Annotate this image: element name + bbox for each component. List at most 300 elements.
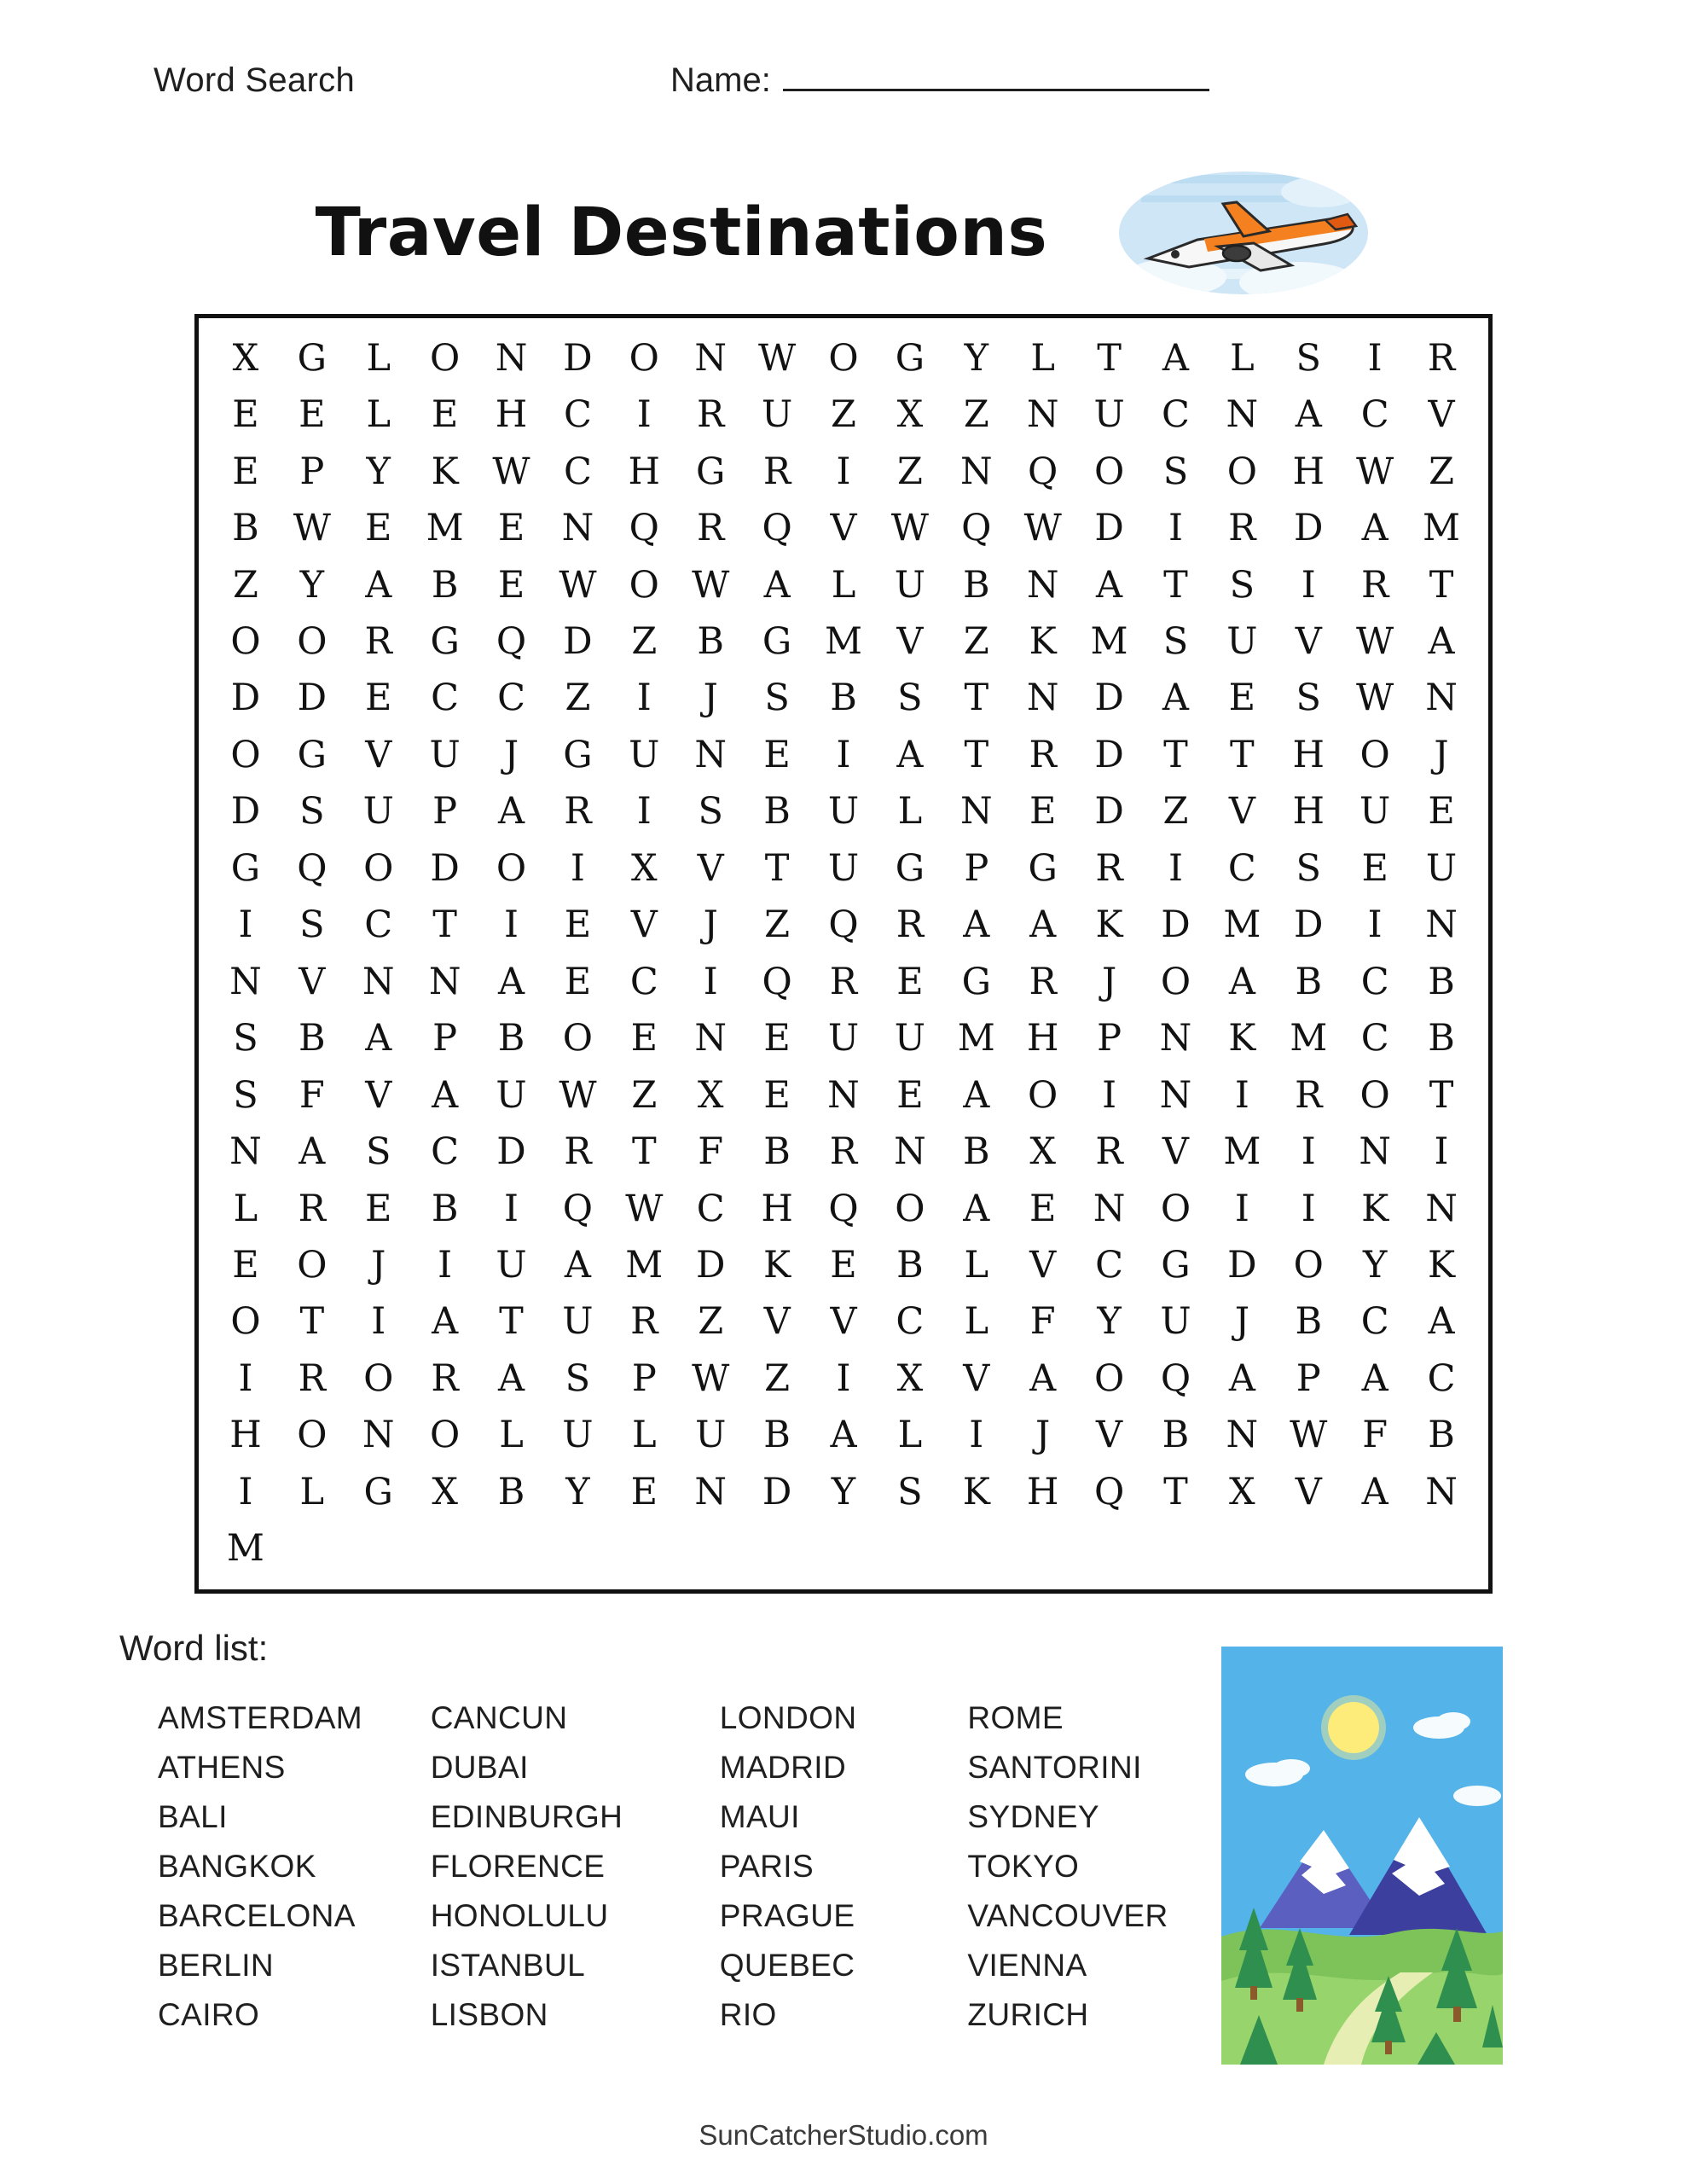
grid-cell[interactable]: L: [964, 1243, 989, 1287]
grid-cell[interactable]: G: [363, 1470, 393, 1513]
grid-cell[interactable]: C: [1360, 960, 1389, 1003]
grid-cell[interactable]: S: [299, 903, 325, 947]
grid-cell[interactable]: P: [964, 846, 989, 890]
grid-cell[interactable]: W: [890, 507, 929, 550]
grid-cell[interactable]: A: [432, 1073, 459, 1117]
grid-cell[interactable]: A: [497, 790, 525, 834]
word-list-item[interactable]: SYDNEY: [967, 1799, 1099, 1834]
grid-cell[interactable]: O: [1226, 450, 1257, 493]
grid-cell[interactable]: C: [696, 1187, 725, 1230]
grid-cell[interactable]: O: [297, 1243, 328, 1287]
grid-cell[interactable]: S: [897, 677, 923, 720]
grid-cell[interactable]: E: [830, 1243, 857, 1287]
grid-cell[interactable]: N: [1425, 1470, 1458, 1513]
grid-cell[interactable]: B: [1162, 1414, 1190, 1457]
grid-cell[interactable]: O: [496, 846, 527, 890]
grid-cell[interactable]: S: [299, 790, 325, 834]
grid-cell[interactable]: V: [365, 733, 392, 776]
grid-cell[interactable]: H: [495, 393, 528, 437]
grid-cell[interactable]: Z: [896, 450, 923, 493]
grid-cell[interactable]: E: [232, 1243, 259, 1287]
grid-cell[interactable]: N: [428, 960, 461, 1003]
grid-cell[interactable]: W: [692, 563, 730, 607]
grid-cell[interactable]: I: [636, 677, 652, 720]
grid-cell[interactable]: F: [299, 1073, 325, 1117]
grid-cell[interactable]: Q: [562, 1187, 594, 1230]
grid-cell[interactable]: X: [432, 1470, 458, 1513]
grid-cell[interactable]: L: [499, 1414, 524, 1457]
grid-cell[interactable]: D: [1094, 733, 1124, 776]
grid-cell[interactable]: E: [630, 1017, 658, 1060]
grid-cell[interactable]: L: [831, 563, 856, 607]
grid-cell[interactable]: P: [432, 790, 458, 834]
grid-cell[interactable]: I: [238, 903, 253, 947]
grid-cell[interactable]: T: [1163, 563, 1188, 607]
grid-cell[interactable]: T: [1429, 1073, 1454, 1117]
grid-cell[interactable]: O: [629, 336, 659, 380]
grid-cell[interactable]: W: [559, 1073, 597, 1117]
grid-cell[interactable]: H: [1292, 450, 1325, 493]
grid-cell[interactable]: L: [632, 1414, 657, 1457]
grid-cell[interactable]: Y: [964, 336, 988, 380]
grid-cell[interactable]: V: [1029, 1243, 1057, 1287]
word-list-item[interactable]: CAIRO: [158, 1997, 260, 2032]
grid-cell[interactable]: U: [429, 733, 461, 776]
grid-cell[interactable]: R: [564, 790, 592, 834]
grid-cell[interactable]: U: [496, 1243, 527, 1287]
grid-cell[interactable]: X: [1029, 1130, 1056, 1174]
grid-cell[interactable]: A: [1295, 393, 1322, 437]
grid-cell[interactable]: U: [1425, 846, 1458, 890]
grid-cell[interactable]: U: [894, 1017, 925, 1060]
grid-cell[interactable]: R: [298, 1356, 327, 1400]
word-list-item[interactable]: VANCOUVER: [967, 1898, 1168, 1933]
grid-cell[interactable]: B: [431, 563, 459, 607]
grid-cell[interactable]: A: [299, 1130, 326, 1174]
grid-cell[interactable]: D: [563, 336, 593, 380]
grid-cell[interactable]: O: [429, 1414, 461, 1457]
grid-cell[interactable]: Q: [762, 960, 792, 1003]
grid-cell[interactable]: O: [1093, 1356, 1125, 1400]
grid-cell[interactable]: B: [1428, 1414, 1455, 1457]
grid-cell[interactable]: O: [828, 336, 859, 380]
grid-cell[interactable]: R: [697, 507, 725, 550]
word-list-item[interactable]: ISTANBUL: [430, 1948, 586, 1983]
grid-cell[interactable]: A: [365, 1017, 392, 1060]
grid-cell[interactable]: M: [1223, 1130, 1261, 1174]
grid-cell[interactable]: Z: [233, 563, 258, 607]
grid-cell[interactable]: O: [363, 846, 394, 890]
grid-cell[interactable]: G: [297, 336, 328, 380]
word-search-grid[interactable]: [194, 314, 1493, 1594]
grid-cell[interactable]: Z: [631, 1073, 658, 1117]
word-list-item[interactable]: CANCUN: [430, 1700, 568, 1735]
grid-cell[interactable]: O: [230, 1300, 261, 1344]
grid-cell[interactable]: O: [230, 619, 261, 663]
grid-cell[interactable]: M: [625, 1243, 664, 1287]
grid-cell[interactable]: D: [1094, 507, 1124, 550]
grid-cell[interactable]: E: [763, 1073, 791, 1117]
grid-cell[interactable]: X: [896, 1356, 924, 1400]
grid-cell[interactable]: R: [829, 960, 858, 1003]
grid-cell[interactable]: O: [629, 563, 659, 607]
grid-cell[interactable]: B: [697, 619, 724, 663]
grid-cell[interactable]: M: [1090, 619, 1128, 663]
grid-cell[interactable]: Q: [828, 1187, 859, 1230]
grid-cell[interactable]: U: [362, 790, 394, 834]
grid-cell[interactable]: I: [1102, 1073, 1117, 1117]
grid-cell[interactable]: E: [1428, 790, 1455, 834]
grid-cell[interactable]: K: [1361, 1187, 1389, 1230]
grid-cell[interactable]: S: [565, 1356, 591, 1400]
grid-cell[interactable]: J: [1035, 1414, 1051, 1457]
grid-cell[interactable]: T: [1230, 733, 1255, 776]
grid-cell[interactable]: E: [1029, 790, 1057, 834]
grid-cell[interactable]: E: [896, 960, 924, 1003]
grid-cell[interactable]: C: [1095, 1243, 1124, 1287]
grid-cell[interactable]: O: [1293, 1243, 1324, 1287]
grid-cell[interactable]: F: [1362, 1414, 1388, 1457]
grid-cell[interactable]: C: [497, 677, 525, 720]
grid-cell[interactable]: X: [697, 1073, 724, 1117]
grid-cell[interactable]: E: [232, 393, 259, 437]
grid-cell[interactable]: V: [1295, 1470, 1322, 1513]
grid-cell[interactable]: H: [761, 1187, 793, 1230]
grid-cell[interactable]: H: [1292, 790, 1325, 834]
grid-cell[interactable]: B: [1295, 960, 1323, 1003]
grid-cell[interactable]: W: [625, 1187, 664, 1230]
word-list-item[interactable]: LONDON: [719, 1700, 857, 1735]
word-list-item[interactable]: BANGKOK: [158, 1849, 316, 1884]
grid-cell[interactable]: M: [1423, 507, 1461, 550]
grid-cell[interactable]: C: [563, 393, 592, 437]
grid-cell[interactable]: L: [897, 1414, 923, 1457]
grid-cell[interactable]: C: [364, 903, 393, 947]
word-list-item[interactable]: ROME: [967, 1700, 1064, 1735]
grid-cell[interactable]: S: [1162, 450, 1189, 493]
grid-cell[interactable]: C: [896, 1300, 925, 1344]
grid-cell[interactable]: O: [1359, 733, 1390, 776]
grid-cell[interactable]: G: [230, 846, 261, 890]
grid-cell[interactable]: F: [698, 1130, 724, 1174]
word-list-item[interactable]: QUEBEC: [719, 1948, 855, 1983]
grid-cell[interactable]: V: [365, 1073, 392, 1117]
grid-cell[interactable]: W: [692, 1356, 730, 1400]
word-list-item[interactable]: BERLIN: [158, 1948, 275, 1983]
grid-cell[interactable]: V: [963, 1356, 990, 1400]
grid-cell[interactable]: J: [1434, 733, 1449, 776]
grid-cell[interactable]: Z: [764, 1356, 791, 1400]
grid-cell[interactable]: G: [1161, 1243, 1191, 1287]
grid-cell[interactable]: C: [1427, 1356, 1456, 1400]
grid-cell[interactable]: A: [1361, 1356, 1388, 1400]
grid-cell[interactable]: V: [697, 846, 724, 890]
grid-cell[interactable]: T: [432, 903, 457, 947]
grid-cell[interactable]: W: [1356, 450, 1394, 493]
grid-cell[interactable]: R: [1427, 336, 1456, 380]
grid-cell[interactable]: T: [1163, 1470, 1188, 1513]
grid-cell[interactable]: G: [430, 619, 460, 663]
grid-cell[interactable]: A: [963, 1073, 990, 1117]
grid-cell[interactable]: R: [829, 1130, 858, 1174]
grid-cell[interactable]: I: [969, 1414, 984, 1457]
grid-cell[interactable]: N: [362, 960, 395, 1003]
grid-cell[interactable]: T: [1163, 733, 1188, 776]
grid-cell[interactable]: D: [430, 846, 460, 890]
grid-cell[interactable]: A: [763, 563, 791, 607]
grid-cell[interactable]: B: [896, 1243, 924, 1287]
grid-cell[interactable]: P: [299, 450, 325, 493]
grid-cell[interactable]: I: [504, 1187, 519, 1230]
grid-cell[interactable]: B: [497, 1470, 525, 1513]
grid-cell[interactable]: H: [1026, 1470, 1059, 1513]
grid-cell[interactable]: R: [896, 903, 925, 947]
grid-cell[interactable]: T: [1429, 563, 1454, 607]
grid-cell[interactable]: A: [963, 1187, 990, 1230]
word-list-item[interactable]: VIENNA: [967, 1948, 1087, 1983]
grid-cell[interactable]: N: [694, 1470, 728, 1513]
grid-cell[interactable]: G: [297, 733, 328, 776]
grid-cell[interactable]: B: [763, 790, 791, 834]
grid-cell[interactable]: E: [365, 677, 392, 720]
grid-cell[interactable]: M: [1290, 1017, 1328, 1060]
word-list-item[interactable]: TOKYO: [967, 1849, 1080, 1884]
grid-cell[interactable]: J: [1234, 1300, 1249, 1344]
grid-cell[interactable]: N: [827, 1073, 860, 1117]
grid-cell[interactable]: E: [564, 903, 592, 947]
grid-cell[interactable]: L: [233, 1187, 258, 1230]
grid-cell[interactable]: I: [636, 393, 652, 437]
grid-cell[interactable]: S: [233, 1073, 258, 1117]
word-list-item[interactable]: LISBON: [430, 1997, 548, 2032]
grid-cell[interactable]: I: [371, 1300, 386, 1344]
grid-cell[interactable]: X: [896, 393, 924, 437]
grid-cell[interactable]: I: [1301, 563, 1316, 607]
grid-cell[interactable]: O: [1359, 1073, 1390, 1117]
grid-cell[interactable]: Z: [764, 903, 791, 947]
grid-cell[interactable]: A: [1361, 1470, 1388, 1513]
grid-cell[interactable]: R: [630, 1300, 658, 1344]
grid-cell[interactable]: A: [497, 1356, 525, 1400]
grid-cell[interactable]: E: [232, 450, 259, 493]
grid-cell[interactable]: Z: [831, 393, 856, 437]
grid-cell[interactable]: E: [365, 1187, 392, 1230]
grid-cell[interactable]: E: [1361, 846, 1388, 890]
grid-cell[interactable]: J: [703, 903, 718, 947]
grid-cell[interactable]: D: [230, 677, 261, 720]
grid-cell[interactable]: Z: [631, 619, 658, 663]
grid-cell[interactable]: S: [1162, 619, 1189, 663]
grid-cell[interactable]: B: [1295, 1300, 1323, 1344]
grid-cell[interactable]: D: [1161, 903, 1191, 947]
grid-cell[interactable]: G: [895, 336, 925, 380]
grid-cell[interactable]: V: [830, 1300, 857, 1344]
grid-cell[interactable]: U: [562, 1300, 594, 1344]
grid-cell[interactable]: K: [962, 1470, 990, 1513]
grid-cell[interactable]: W: [1023, 507, 1062, 550]
grid-cell[interactable]: Y: [1362, 1243, 1388, 1287]
grid-cell[interactable]: R: [697, 393, 725, 437]
grid-cell[interactable]: K: [1095, 903, 1123, 947]
grid-cell[interactable]: W: [1356, 677, 1394, 720]
word-list-item[interactable]: RIO: [719, 1997, 777, 2032]
grid-cell[interactable]: C: [1227, 846, 1256, 890]
grid-cell[interactable]: R: [762, 450, 791, 493]
grid-cell[interactable]: T: [499, 1300, 524, 1344]
grid-cell[interactable]: N: [362, 1414, 395, 1457]
grid-cell[interactable]: Y: [1097, 1300, 1122, 1344]
grid-cell[interactable]: B: [431, 1187, 459, 1230]
grid-cell[interactable]: U: [761, 393, 793, 437]
word-list-item[interactable]: AMSTERDAM: [158, 1700, 362, 1735]
grid-cell[interactable]: K: [1228, 1017, 1256, 1060]
grid-cell[interactable]: U: [827, 790, 860, 834]
grid-cell[interactable]: W: [293, 507, 331, 550]
grid-cell[interactable]: N: [694, 733, 728, 776]
word-list-item[interactable]: BARCELONA: [158, 1898, 356, 1933]
grid-cell[interactable]: G: [762, 619, 792, 663]
grid-cell[interactable]: N: [1425, 677, 1458, 720]
grid-cell[interactable]: L: [366, 336, 391, 380]
word-list-item[interactable]: SANTORINI: [967, 1750, 1142, 1785]
grid-cell[interactable]: N: [959, 450, 993, 493]
grid-cell[interactable]: R: [1360, 563, 1389, 607]
grid-cell[interactable]: L: [897, 790, 923, 834]
grid-cell[interactable]: S: [1296, 336, 1321, 380]
grid-cell[interactable]: O: [363, 1356, 394, 1400]
grid-cell[interactable]: J: [1101, 960, 1117, 1003]
word-list-item[interactable]: DUBAI: [430, 1750, 529, 1785]
grid-cell[interactable]: A: [365, 563, 392, 607]
name-input-line[interactable]: [783, 60, 1209, 91]
grid-cell[interactable]: V: [299, 960, 326, 1003]
grid-cell[interactable]: A: [830, 1414, 857, 1457]
grid-cell[interactable]: H: [229, 1414, 262, 1457]
grid-cell[interactable]: L: [964, 1300, 989, 1344]
grid-cell[interactable]: E: [299, 393, 326, 437]
grid-cell[interactable]: Z: [698, 1300, 724, 1344]
grid-cell[interactable]: Q: [1028, 450, 1058, 493]
grid-cell[interactable]: O: [895, 1187, 925, 1230]
word-list-item[interactable]: PARIS: [719, 1849, 815, 1884]
grid-cell[interactable]: A: [432, 1300, 459, 1344]
grid-cell[interactable]: E: [630, 1470, 658, 1513]
grid-cell[interactable]: E: [431, 393, 459, 437]
grid-cell[interactable]: P: [1296, 1356, 1321, 1400]
grid-cell[interactable]: K: [1029, 619, 1057, 663]
grid-cell[interactable]: V: [630, 903, 658, 947]
grid-cell[interactable]: H: [1026, 1017, 1059, 1060]
grid-cell[interactable]: C: [431, 677, 460, 720]
grid-cell[interactable]: V: [1096, 1414, 1123, 1457]
grid-cell[interactable]: M: [1223, 903, 1261, 947]
grid-cell[interactable]: N: [1359, 1130, 1391, 1174]
grid-cell[interactable]: O: [1028, 1073, 1058, 1117]
grid-cell[interactable]: O: [1160, 960, 1191, 1003]
grid-cell[interactable]: U: [496, 1073, 527, 1117]
grid-cell[interactable]: N: [694, 1017, 728, 1060]
grid-cell[interactable]: R: [1095, 1130, 1123, 1174]
grid-cell[interactable]: C: [629, 960, 658, 1003]
grid-cell[interactable]: N: [1159, 1017, 1192, 1060]
grid-cell[interactable]: D: [1094, 677, 1124, 720]
grid-cell[interactable]: Z: [1429, 450, 1454, 493]
grid-cell[interactable]: N: [1226, 393, 1259, 437]
grid-cell[interactable]: B: [962, 1130, 990, 1174]
word-list-item[interactable]: HONOLULU: [430, 1898, 609, 1933]
grid-cell[interactable]: B: [962, 563, 990, 607]
grid-cell[interactable]: Z: [565, 677, 591, 720]
grid-cell[interactable]: I: [636, 790, 652, 834]
grid-cell[interactable]: N: [1425, 1187, 1458, 1230]
grid-cell[interactable]: C: [431, 1130, 460, 1174]
grid-cell[interactable]: J: [371, 1243, 386, 1287]
grid-cell[interactable]: L: [366, 393, 391, 437]
grid-cell[interactable]: G: [961, 960, 991, 1003]
grid-cell[interactable]: I: [438, 1243, 453, 1287]
grid-cell[interactable]: E: [1228, 677, 1256, 720]
grid-cell[interactable]: Q: [762, 507, 792, 550]
grid-cell[interactable]: K: [763, 1243, 791, 1287]
grid-cell[interactable]: T: [299, 1300, 325, 1344]
grid-cell[interactable]: W: [1356, 619, 1394, 663]
grid-cell[interactable]: E: [763, 733, 791, 776]
grid-cell[interactable]: A: [1228, 960, 1255, 1003]
grid-cell[interactable]: C: [1360, 1300, 1389, 1344]
grid-cell[interactable]: U: [1226, 619, 1258, 663]
grid-cell[interactable]: A: [896, 733, 924, 776]
grid-cell[interactable]: I: [504, 903, 519, 947]
grid-cell[interactable]: V: [830, 507, 857, 550]
grid-cell[interactable]: C: [1162, 393, 1190, 437]
grid-cell[interactable]: I: [1168, 846, 1183, 890]
grid-cell[interactable]: O: [562, 1017, 594, 1060]
grid-cell[interactable]: D: [496, 1130, 526, 1174]
grid-cell[interactable]: A: [1428, 1300, 1455, 1344]
grid-cell[interactable]: Y: [299, 563, 325, 607]
grid-cell[interactable]: A: [1029, 1356, 1057, 1400]
grid-cell[interactable]: C: [563, 450, 592, 493]
grid-cell[interactable]: T: [764, 846, 790, 890]
grid-cell[interactable]: B: [830, 677, 857, 720]
grid-cell[interactable]: I: [1434, 1130, 1449, 1174]
grid-cell[interactable]: K: [431, 450, 459, 493]
grid-cell[interactable]: D: [297, 677, 328, 720]
grid-cell[interactable]: D: [230, 790, 261, 834]
grid-cell[interactable]: E: [497, 507, 525, 550]
grid-cell[interactable]: N: [229, 960, 262, 1003]
grid-cell[interactable]: S: [1296, 846, 1321, 890]
grid-cell[interactable]: N: [1026, 393, 1059, 437]
grid-cell[interactable]: I: [836, 733, 851, 776]
grid-cell[interactable]: R: [1029, 733, 1057, 776]
grid-cell[interactable]: T: [964, 677, 989, 720]
grid-cell[interactable]: N: [1093, 1187, 1126, 1230]
grid-cell[interactable]: W: [492, 450, 530, 493]
word-list-item[interactable]: EDINBURGH: [430, 1799, 623, 1834]
grid-cell[interactable]: P: [1097, 1017, 1122, 1060]
grid-cell[interactable]: N: [1226, 1414, 1259, 1457]
grid-cell[interactable]: S: [764, 677, 790, 720]
grid-cell[interactable]: I: [238, 1470, 253, 1513]
grid-cell[interactable]: I: [1301, 1187, 1316, 1230]
grid-cell[interactable]: R: [431, 1356, 459, 1400]
grid-cell[interactable]: Y: [831, 1470, 856, 1513]
grid-cell[interactable]: A: [564, 1243, 591, 1287]
grid-cell[interactable]: U: [827, 1017, 860, 1060]
grid-cell[interactable]: X: [1229, 1470, 1255, 1513]
grid-cell[interactable]: Y: [565, 1470, 590, 1513]
